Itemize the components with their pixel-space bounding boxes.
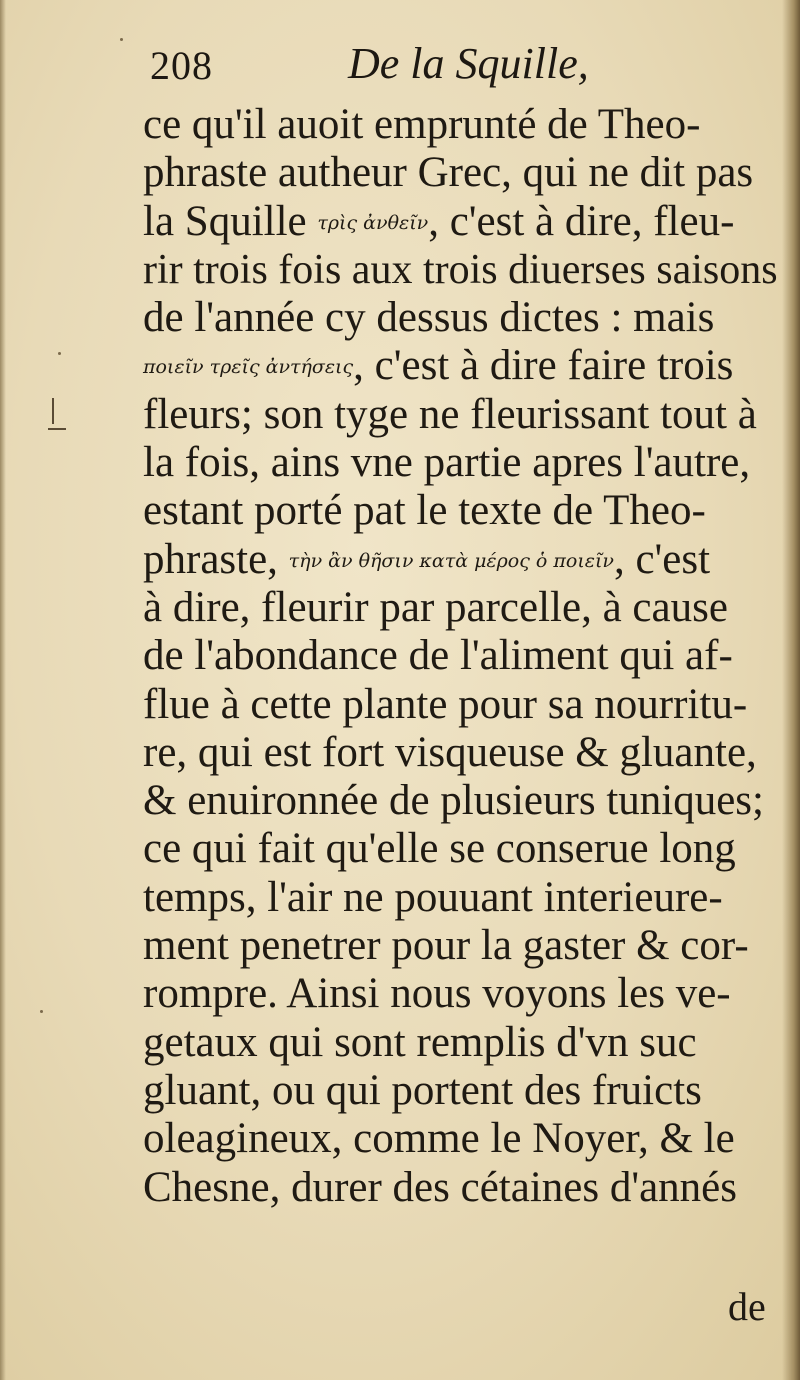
text-line	[143, 1067, 783, 1115]
text-segment: , c'est	[613, 535, 711, 583]
text-segment: rir trois fois aux trois diuerses saisons	[143, 246, 778, 293]
text-line	[143, 970, 783, 1018]
binding-gutter	[0, 0, 6, 1380]
text-segment: getaux qui sont remplis d'vn suc	[143, 1018, 697, 1066]
text-line	[143, 632, 783, 680]
text-segment: ce qu'il auoit emprunté de Theo-	[143, 101, 701, 148]
text-segment: de l'année cy dessus dictes : mais	[143, 294, 715, 342]
running-title: De la Squille,	[348, 39, 589, 88]
margin-annotation-mark	[46, 398, 66, 438]
text-segment: ce qui fait qu'elle se conserue long	[143, 825, 736, 873]
body-text	[143, 101, 783, 1212]
text-line	[143, 681, 783, 729]
text-line	[143, 922, 783, 970]
ink-speck	[120, 38, 123, 41]
catchword: de	[728, 1284, 766, 1329]
text-line	[143, 825, 783, 873]
text-segment: flue à cette plante pour sa nourritu-	[143, 680, 748, 728]
text-line	[143, 149, 783, 197]
page-header	[150, 39, 750, 100]
text-segment: re, qui est fort visqueuse & gluante,	[143, 728, 757, 776]
text-line	[143, 1164, 783, 1212]
text-line	[143, 584, 783, 632]
text-segment: ment penetrer pour la gaster & cor-	[143, 922, 749, 970]
greek-phrase: τὴν ἂν θῆσιν κατὰ μέρος ὁ ποιεῖν	[288, 549, 614, 572]
text-segment: à dire, fleurir par parcelle, à cause	[143, 583, 728, 631]
text-segment: la fois, ains vne partie apres l'autre,	[143, 439, 751, 487]
text-line	[143, 439, 783, 487]
text-line	[143, 294, 783, 342]
greek-phrase: τρὶς ἀνθεῖν	[317, 211, 429, 234]
text-segment: estant porté pat le texte de Theo-	[143, 487, 706, 535]
ink-speck	[58, 352, 61, 355]
text-segment: de l'abondance de l'aliment qui af-	[143, 632, 733, 680]
text-segment: fleurs; son tyge ne fleurissant tout à	[143, 390, 757, 438]
text-segment: la Squille	[143, 197, 318, 245]
text-line	[143, 1019, 783, 1067]
text-line	[143, 1115, 783, 1163]
text-line	[143, 391, 783, 439]
text-line	[143, 487, 783, 535]
text-line	[143, 342, 783, 390]
text-line	[143, 101, 783, 149]
greek-phrase: ποιεῖν τρεῖς ἀντήσεις	[143, 356, 354, 379]
page-number: 208	[150, 43, 213, 88]
text-segment: oleagineux, comme le Noyer, & le	[143, 1115, 735, 1163]
text-line	[143, 198, 783, 246]
text-segment: phraste autheur Grec, qui ne dit pas	[143, 149, 754, 197]
text-line	[143, 729, 783, 777]
text-segment: rompre. Ainsi nous voyons les ve-	[143, 970, 731, 1018]
ink-speck	[40, 1010, 43, 1013]
text-segment: gluant, ou qui portent des fruicts	[143, 1066, 702, 1114]
text-line	[143, 246, 783, 294]
text-segment: , c'est à dire, fleu-	[428, 197, 735, 245]
page-edge-shadow	[782, 0, 800, 1380]
text-line	[143, 777, 783, 825]
text-segment: & enuironnée de plusieurs tuniques;	[143, 777, 764, 825]
text-line	[143, 536, 783, 584]
text-segment: , c'est à dire faire trois	[353, 342, 734, 390]
text-line	[143, 874, 783, 922]
text-segment: Chesne, durer des cétaines d'annés	[143, 1163, 738, 1211]
text-segment: temps, l'air ne pouuant interieure-	[143, 873, 723, 921]
text-segment: phraste,	[143, 535, 289, 583]
